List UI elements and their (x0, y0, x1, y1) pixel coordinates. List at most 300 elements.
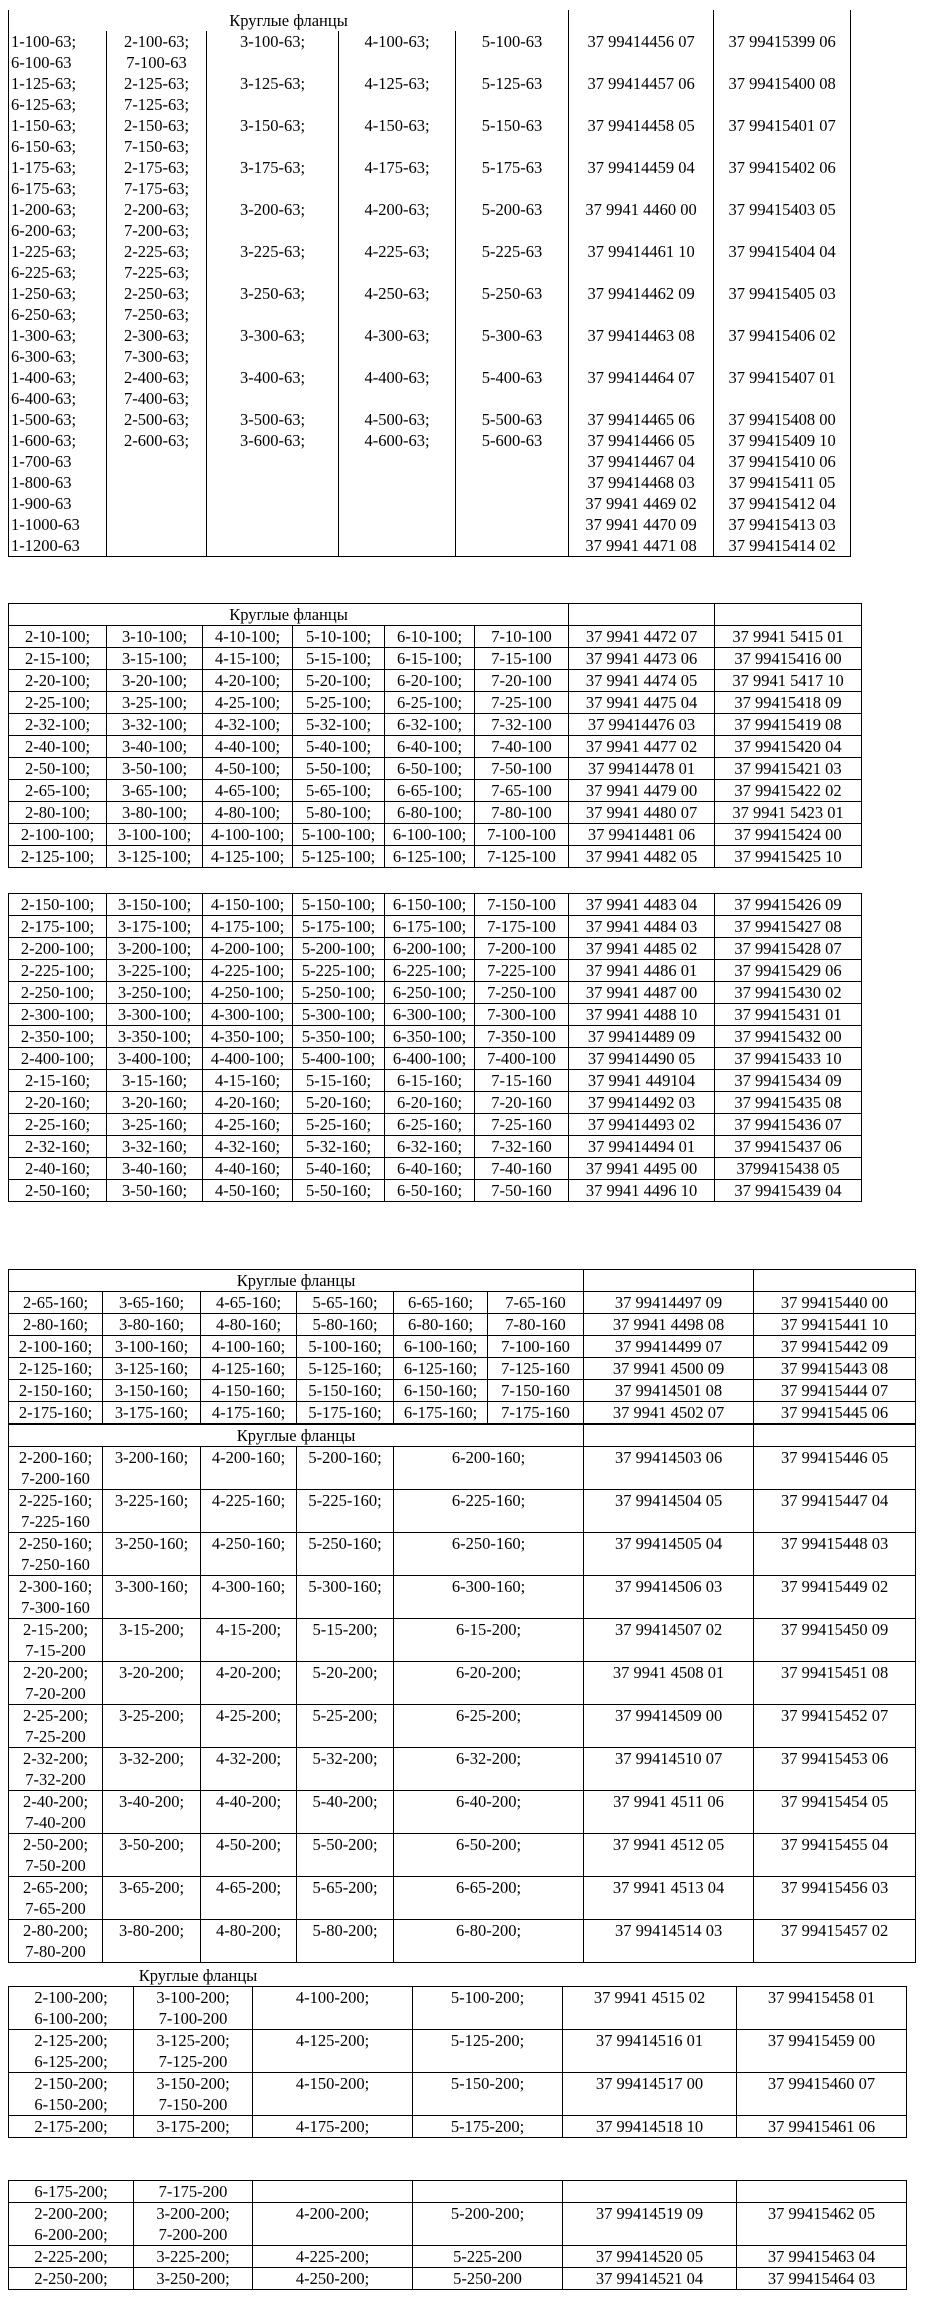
table-cell: 3-20-200; (103, 1662, 201, 1705)
table-cell: 4-125-200; (253, 2030, 413, 2073)
table-cell: 2-125-100; (9, 846, 107, 868)
empty-header-cell (569, 10, 714, 31)
table-cell (107, 451, 207, 472)
table-cell: 37 99414462 09 (569, 283, 714, 325)
table-cell: 37 99414457 06 (569, 73, 714, 115)
table-cell: 5-50-160; (293, 1180, 385, 1202)
table-cell: 6-80-100; (385, 802, 475, 824)
table-row (9, 1662, 916, 1705)
cell-line: 7-200-63; (123, 221, 190, 240)
table-cell (134, 2030, 253, 2073)
table-cell: 4-300-63; (339, 325, 456, 367)
table-cell: 37 99415425 10 (715, 846, 862, 868)
table-cell: 3-200-160; (103, 1447, 201, 1490)
section-title: Круглые фланцы (138, 1966, 258, 1985)
table-cell: 3-50-160; (107, 1180, 203, 1202)
table-cell: 4-225-200; (253, 2246, 413, 2268)
cell-line: 1-400-63; (11, 368, 77, 387)
table-cell: 37 9941 4483 04 (569, 894, 715, 916)
table-cell: 2-20-160; (9, 1092, 107, 1114)
cell-line: 7-225-63; (123, 263, 190, 282)
table-cell: 3-25-200; (103, 1705, 201, 1748)
table-cell: 4-350-100; (203, 1026, 293, 1048)
table-cell: 4-100-160; (201, 1336, 297, 1358)
table-cell: 37 99415462 05 (737, 2203, 907, 2246)
table-cell: 5-225-100; (293, 960, 385, 982)
cell-line: 6-200-63; (11, 221, 77, 240)
table-cell (134, 2203, 253, 2246)
cell-line: 5-500-63 (481, 410, 543, 429)
cell-line: 7-150-200 (158, 2095, 228, 2114)
table-cell (107, 325, 207, 367)
table-cell: 5-100-100; (293, 824, 385, 846)
table-row (9, 1834, 916, 1877)
table-row (9, 2268, 907, 2290)
table-cell: 37 9941 4482 05 (569, 846, 715, 868)
table-cell: 6-40-100; (385, 736, 475, 758)
table-cell: 3-65-160; (103, 1292, 201, 1314)
table-cell: 37 99415433 10 (715, 1048, 862, 1070)
table-cell: 37 9941 4471 08 (569, 535, 714, 557)
table-cell: 37 99415401 07 (714, 115, 851, 157)
table-cell: 5-15-200; (297, 1619, 394, 1662)
table-cell (339, 472, 456, 493)
table-cell: 4-32-100; (203, 714, 293, 736)
table-row (9, 241, 851, 283)
table-cell: 7-25-160 (475, 1114, 569, 1136)
table-cell (456, 514, 569, 535)
table-cell: 37 99414492 03 (569, 1092, 715, 1114)
cell-line: 7-300-63; (123, 347, 190, 366)
table-cell: 6-65-160; (394, 1292, 488, 1314)
table-cell: 5-175-200; (413, 2116, 563, 2138)
cell-line: 7-15-200 (25, 1641, 86, 1660)
table-row (9, 199, 851, 241)
table-cell: 37 99414489 09 (569, 1026, 715, 1048)
table-cell: 37 9941 4500 09 (584, 1358, 754, 1380)
table-cell: 7-40-160 (475, 1158, 569, 1180)
cell-line: 37 99414466 05 (587, 431, 695, 450)
table-cell: 2-80-100; (9, 802, 107, 824)
table-cell: 37 9941 4515 02 (563, 1987, 737, 2030)
table-cell: 6-80-160; (394, 1314, 488, 1336)
table-cell: 4-150-200; (253, 2073, 413, 2116)
table-cell (9, 1447, 103, 1490)
flanges-table-100-b (8, 893, 862, 1202)
table-cell: 37 99414510 07 (584, 1748, 754, 1791)
table-cell: 5-125-100; (293, 846, 385, 868)
section-title: Круглые фланцы (9, 10, 569, 31)
cell-line: 7-400-63; (123, 389, 190, 408)
table-cell (339, 514, 456, 535)
table-cell: 37 99415435 08 (715, 1092, 862, 1114)
table-cell: 2-250-200; (9, 2268, 134, 2290)
table-cell (9, 367, 107, 409)
table-cell: 3-125-160; (103, 1358, 201, 1380)
table-cell: 2-100-160; (9, 1336, 103, 1358)
table-cell (456, 472, 569, 493)
table-cell: 37 99415441 10 (754, 1314, 916, 1336)
table-cell: 37 99415459 00 (737, 2030, 907, 2073)
table-cell: 3-50-100; (107, 758, 203, 780)
table-cell: 3-80-200; (103, 1920, 201, 1963)
cell-line: 1-500-63; (11, 410, 77, 429)
table-cell (107, 31, 207, 73)
table-cell: 37 99414507 02 (584, 1619, 754, 1662)
cell-line: 6-175-63; (11, 179, 77, 198)
table-row (9, 283, 851, 325)
table-cell (9, 1791, 103, 1834)
table-cell (134, 1987, 253, 2030)
table-cell: 37 99414509 00 (584, 1705, 754, 1748)
flanges-table-200-a (8, 1986, 907, 2138)
table-cell: 5-20-160; (293, 1092, 385, 1114)
table-cell (339, 409, 456, 451)
table-cell: 6-225-160; (394, 1490, 584, 1533)
table-cell: 5-175-100; (293, 916, 385, 938)
table-cell: 37 99415416 00 (715, 648, 862, 670)
table-cell: 37 99414476 03 (569, 714, 715, 736)
table-cell: 2-300-100; (9, 1004, 107, 1026)
table-cell: 3-100-160; (103, 1336, 201, 1358)
table-cell: 7-32-160 (475, 1136, 569, 1158)
table-cell: 4-15-200; (201, 1619, 297, 1662)
table-cell: 37 99414458 05 (569, 115, 714, 157)
table-cell: 6-150-100; (385, 894, 475, 916)
table-cell: 3-20-100; (107, 670, 203, 692)
table-cell: 5-250-160; (297, 1533, 394, 1576)
table-cell: 4-400-63; (339, 367, 456, 409)
table-cell: 5-225-160; (297, 1490, 394, 1533)
table-cell: 3-175-200; (134, 2116, 253, 2138)
table-cell: 6-65-100; (385, 780, 475, 802)
cell-line: 1-600-63; (11, 431, 77, 450)
table-cell (9, 1987, 134, 2030)
table-cell: 6-32-100; (385, 714, 475, 736)
table-cell: 3-300-63; (207, 325, 339, 367)
table-cell: 6-150-160; (394, 1380, 488, 1402)
table-cell: 5-100-160; (297, 1336, 394, 1358)
cell-line: 7-250-63; (123, 305, 190, 324)
table-row (9, 1358, 916, 1380)
table-row (9, 1877, 916, 1920)
table-cell: 3-300-100; (107, 1004, 203, 1026)
table-cell: 2-350-100; (9, 1026, 107, 1048)
table-cell: 5-400-100; (293, 1048, 385, 1070)
table-row (9, 1092, 862, 1114)
table-cell (207, 535, 339, 557)
table-cell: 6-175-200; (9, 2181, 134, 2203)
table-row (9, 1987, 907, 2030)
table-cell: 3-40-160; (107, 1158, 203, 1180)
flanges-table-200-b (8, 2180, 907, 2290)
table-cell: 37 99415436 07 (715, 1114, 862, 1136)
table-row (9, 1705, 916, 1748)
table-cell: 37 99415458 01 (737, 1987, 907, 2030)
table-cell: 3-125-100; (107, 846, 203, 868)
cell-line: 4-500-63; (364, 410, 430, 429)
table-row (9, 1748, 916, 1791)
table-row (9, 670, 862, 692)
table-cell: 6-20-100; (385, 670, 475, 692)
cell-line: 3-600-63; (239, 431, 306, 450)
table-cell: 4-300-100; (203, 1004, 293, 1026)
table-cell: 4-125-160; (201, 1358, 297, 1380)
table-cell (9, 241, 107, 283)
table-cell: 37 9941 4485 02 (569, 938, 715, 960)
table-cell: 37 99415421 03 (715, 758, 862, 780)
cell-line: 2-175-63; (123, 158, 190, 177)
table-cell: 4-200-200; (253, 2203, 413, 2246)
table-cell: 5-300-100; (293, 1004, 385, 1026)
table-cell: 7-80-100 (475, 802, 569, 824)
table-cell: 2-10-100; (9, 626, 107, 648)
cell-line: 2-100-63; (123, 32, 190, 51)
table-cell: 37 9941 4502 07 (584, 1402, 754, 1424)
table-cell: 7-50-100 (475, 758, 569, 780)
table-cell: 1-1200-63 (9, 535, 107, 557)
table-cell: 37 99415445 06 (754, 1402, 916, 1424)
table-cell: 7-300-100 (475, 1004, 569, 1026)
table-cell: 5-300-160; (297, 1576, 394, 1619)
table-cell: 6-125-100; (385, 846, 475, 868)
table-cell: 2-80-160; (9, 1314, 103, 1336)
table-cell: 5-250-100; (293, 982, 385, 1004)
table-cell: 4-175-200; (253, 2116, 413, 2138)
cell-line: 7-32-200 (25, 1770, 86, 1789)
table-row (9, 1292, 916, 1314)
table-row (9, 1314, 916, 1336)
table-cell (9, 1533, 103, 1576)
empty-header-cell (754, 1270, 916, 1292)
table-cell (9, 31, 107, 73)
table-row (9, 1920, 916, 1963)
table-cell: 4-20-160; (203, 1092, 293, 1114)
table-cell: 7-125-100 (475, 846, 569, 868)
table-cell: 4-10-100; (203, 626, 293, 648)
table-row (9, 157, 851, 199)
table-cell: 4-65-200; (201, 1877, 297, 1920)
table-cell: 6-175-100; (385, 916, 475, 938)
cell-line: 37 99414465 06 (587, 410, 695, 429)
table-row (9, 493, 851, 514)
table-cell (9, 325, 107, 367)
table-cell: 37 99415463 04 (737, 2246, 907, 2268)
table-cell: 6-10-100; (385, 626, 475, 648)
table-cell (9, 2030, 134, 2073)
table-cell: 3-100-63; (207, 31, 339, 73)
table-cell: 6-15-200; (394, 1619, 584, 1662)
cell-line: 7-200-200 (158, 2225, 228, 2244)
table-cell: 4-125-100; (203, 846, 293, 868)
table-cell: 37 99415410 06 (714, 451, 851, 472)
cell-line: 2-15-200; (22, 1620, 89, 1639)
cell-line: 7-250-160 (21, 1555, 90, 1574)
table-cell (207, 493, 339, 514)
cell-line: 37 99415408 00 (728, 410, 836, 429)
table-cell: 2-65-100; (9, 780, 107, 802)
cell-line: 2-50-200; (22, 1835, 89, 1854)
table-cell: 5-125-63 (456, 73, 569, 115)
table-cell: 37 99415407 01 (714, 367, 851, 409)
table-row (9, 325, 851, 367)
table-row (9, 736, 862, 758)
table-cell: 3-10-100; (107, 626, 203, 648)
table-cell: 3-225-100; (107, 960, 203, 982)
table-cell: 4-80-200; (201, 1920, 297, 1963)
cell-line: 7-25-200 (25, 1727, 86, 1746)
cell-line: 6-150-63; (11, 137, 77, 156)
table-cell: 3-100-100; (107, 824, 203, 846)
table-cell: 7-225-100 (475, 960, 569, 982)
table-cell: 37 99415424 00 (715, 824, 862, 846)
cell-line: 2-250-160; (18, 1534, 93, 1553)
table-cell: 2-175-160; (9, 1402, 103, 1424)
cell-line: 2-200-200; (34, 2204, 108, 2223)
table-cell: 37 99415429 06 (715, 960, 862, 982)
table-cell (207, 514, 339, 535)
table-title-row (9, 1425, 916, 1447)
table-cell: 37 9941 4508 01 (584, 1662, 754, 1705)
table-cell: 5-200-63 (456, 199, 569, 241)
table-cell: 37 99414461 10 (569, 241, 714, 283)
table-cell: 37 99415432 00 (715, 1026, 862, 1048)
table-cell: 37 9941 4513 04 (584, 1877, 754, 1920)
table-row (9, 1048, 862, 1070)
table-cell: 4-50-160; (203, 1180, 293, 1202)
table-cell: 37 99415411 05 (714, 472, 851, 493)
table-cell: 6-50-100; (385, 758, 475, 780)
table-cell: 37 9941 4460 00 (569, 199, 714, 241)
table-cell: 37 99414481 06 (569, 824, 715, 846)
table-cell: 5-40-100; (293, 736, 385, 758)
table-row (9, 692, 862, 714)
table-cell (9, 1705, 103, 1748)
table-cell: 37 9941 4495 00 (569, 1158, 715, 1180)
flanges-table-63 (8, 10, 851, 557)
cell-line: 2-250-63; (123, 284, 190, 303)
cell-line: 6-125-200; (34, 2052, 108, 2071)
flanges-table-160-200 (8, 1424, 916, 1963)
table-cell: 5-50-100; (293, 758, 385, 780)
table-row (9, 824, 862, 846)
flanges-table-160 (8, 1269, 916, 1424)
table-cell: 7-20-100 (475, 670, 569, 692)
table-row (9, 780, 862, 802)
table-cell: 3-65-200; (103, 1877, 201, 1920)
table-row (9, 2073, 907, 2116)
table-cell (569, 409, 714, 451)
table-cell: 37 9941 4498 08 (584, 1314, 754, 1336)
table-row (9, 894, 862, 916)
cell-line: 6-125-63; (11, 95, 77, 114)
table-cell (9, 1662, 103, 1705)
table-cell: 3-300-160; (103, 1576, 201, 1619)
table-cell: 37 99414517 00 (563, 2073, 737, 2116)
table-cell: 2-200-100; (9, 938, 107, 960)
table-cell: 3-15-160; (107, 1070, 203, 1092)
table-cell: 5-32-100; (293, 714, 385, 736)
cell-line: 2-20-200; (22, 1663, 89, 1682)
flanges-table-100-a (8, 603, 862, 868)
table-cell: 4-80-160; (201, 1314, 297, 1336)
table-cell (107, 472, 207, 493)
table-cell: 3-225-160; (103, 1490, 201, 1533)
table-cell: 37 99414497 09 (584, 1292, 754, 1314)
table-row (9, 1447, 916, 1490)
cell-line: 2-25-200; (22, 1706, 89, 1725)
table-cell: 2-32-160; (9, 1136, 107, 1158)
table-title-row (9, 604, 862, 626)
table-cell: 37 99415404 04 (714, 241, 851, 283)
table-row (9, 1180, 862, 1202)
table-cell (9, 1920, 103, 1963)
table-cell: 5-40-200; (297, 1791, 394, 1834)
table-cell (107, 199, 207, 241)
table-cell (339, 535, 456, 557)
table-cell: 3-225-63; (207, 241, 339, 283)
table-cell (9, 1576, 103, 1619)
table-cell: 7-65-160 (488, 1292, 584, 1314)
table-cell: 37 99414501 08 (584, 1380, 754, 1402)
cell-line: 3-150-200; (156, 2074, 230, 2093)
table-cell (9, 199, 107, 241)
table-cell: 4-100-200; (253, 1987, 413, 2030)
cell-line: 6-150-200; (34, 2095, 108, 2114)
table-cell: 5-50-200; (297, 1834, 394, 1877)
table-cell: 4-400-100; (203, 1048, 293, 1070)
table-cell: 4-300-160; (201, 1576, 297, 1619)
table-cell (134, 2073, 253, 2116)
table-cell: 5-32-200; (297, 1748, 394, 1791)
cell-line: 1-100-63; (11, 32, 77, 51)
table-cell: 4-125-63; (339, 73, 456, 115)
table-cell: 37 99415446 05 (754, 1447, 916, 1490)
table-cell: 2-100-100; (9, 824, 107, 846)
cell-line: 2-32-200; (22, 1749, 89, 1768)
cell-line: 37 99415409 10 (728, 431, 836, 450)
table-cell: 3-175-160; (103, 1402, 201, 1424)
table-cell: 6-50-200; (394, 1834, 584, 1877)
table-cell: 2-25-160; (9, 1114, 107, 1136)
table-cell: 7-400-100 (475, 1048, 569, 1070)
cell-line: 6-300-63; (11, 347, 77, 366)
table-cell: 3-32-200; (103, 1748, 201, 1791)
table-title-row (9, 10, 851, 31)
table-title-row (9, 1270, 916, 1292)
table-cell: 2-32-100; (9, 714, 107, 736)
table-cell: 37 99415444 07 (754, 1380, 916, 1402)
table-cell (9, 2073, 134, 2116)
table-row (9, 916, 862, 938)
table-cell: 4-250-100; (203, 982, 293, 1004)
table-cell: 2-225-200; (9, 2246, 134, 2268)
cell-line: 3-500-63; (239, 410, 306, 429)
table-cell: 3-150-100; (107, 894, 203, 916)
cell-line: 2-200-63; (123, 200, 190, 219)
table-cell: 7-65-100 (475, 780, 569, 802)
table-cell (107, 535, 207, 557)
table-cell: 2-400-100; (9, 1048, 107, 1070)
table-cell: 5-100-63 (456, 31, 569, 73)
table-cell: 5-15-100; (293, 648, 385, 670)
cell-line: 2-600-63; (123, 431, 190, 450)
table-cell: 37 99415418 09 (715, 692, 862, 714)
table-cell: 37 99415405 03 (714, 283, 851, 325)
table-cell: 37 99415449 02 (754, 1576, 916, 1619)
table-cell: 4-100-100; (203, 824, 293, 846)
table-cell: 2-15-100; (9, 648, 107, 670)
